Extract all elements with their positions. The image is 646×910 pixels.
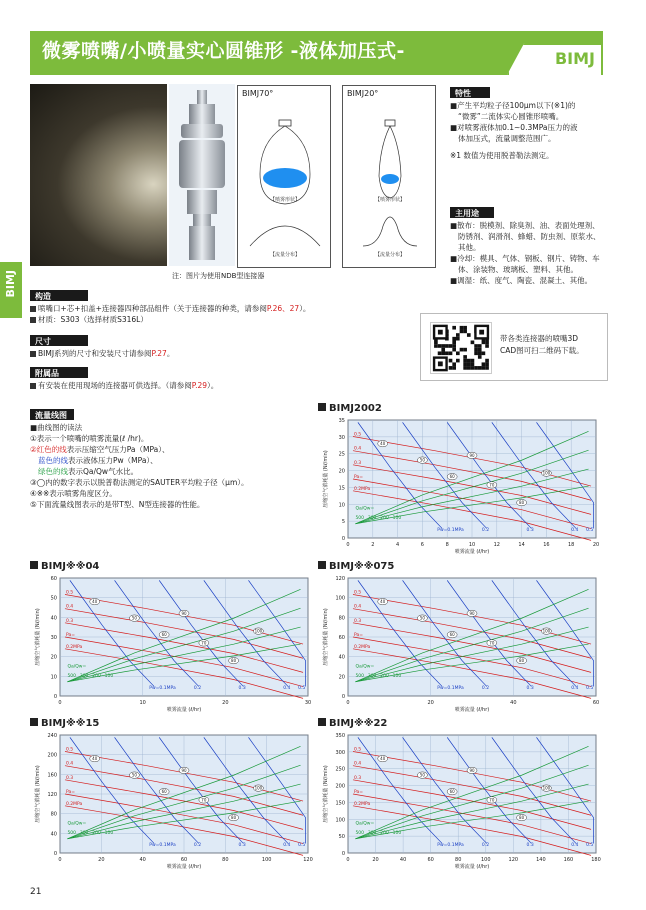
droplet-label: 70 [201,797,207,803]
uses-line: ■调湿：纸、度气、陶瓷、混凝土、其他。 [450,276,593,285]
pattern-label: BIMJ70° [242,89,274,98]
pw-label: 0.4 [283,685,291,691]
qa-label: 100 [392,516,402,522]
droplet-label: 100 [542,470,551,476]
qa-label: 200 [380,674,389,680]
pa-label: Pa= [353,633,364,638]
droplet-label: 40 [380,599,386,605]
construction-line2: 材质：S303（选择材质S316L） [38,315,148,324]
droplet-label: 70 [489,640,495,646]
uses-text [450,220,601,286]
chart-bimj075 [318,573,603,715]
y-tick-label: 80 [338,615,345,622]
pw-label: 0.5 [586,527,594,533]
y-tick-label: 120 [47,792,57,798]
droplet-label: 40 [380,441,386,447]
pattern-box-20 [342,85,436,268]
pa-label: 0.5 [353,590,362,596]
droplet-label: 100 [254,628,263,634]
chart-bimj22 [318,730,603,872]
pa-label: 0.2MPa [65,801,83,807]
x-tick-label: 4 [396,542,400,548]
x-tick-label: 100 [481,857,491,863]
y-tick-label: 0 [341,536,345,542]
x-tick-label: 0 [346,700,350,706]
x-tick-label: 20 [222,700,229,706]
construction-line1: 喷嘴口+芯+扣盖+连接器四种部品组件（关于连接器的种类，请参阅 [38,304,267,313]
pa-label: 0.2MPa [65,644,83,650]
x-tick-label: 12 [493,542,500,548]
y-tick-label: 100 [335,595,345,602]
x-tick-label: 0 [58,857,62,863]
pa-label: 0.5 [65,747,74,753]
y-tick-label: 0 [53,851,57,857]
x-tick-label: 20 [427,700,434,706]
chart-title: BIMJ※※22 [318,718,387,729]
pa-label: 0.5 [353,747,362,753]
chart-title: BIMJ2002 [318,403,382,414]
y-tick-label: 0 [341,694,345,700]
x-tick-label: 0 [58,700,62,706]
qa-label: Qa/Qw= [355,664,375,670]
droplet-label: 50 [131,772,137,778]
droplet-label: 90 [469,452,475,458]
qa-label: Qa/Qw= [67,664,87,670]
pa-label: 0.4 [353,604,362,610]
pa-label: 0.3 [65,775,74,781]
features-line: ※1 数值为使用脱普勒法测定。 [450,151,554,160]
y-axis-label: 压缩空气消耗量 (Nℓ/min) [35,765,41,823]
photo-note: 注：图片为使用NDB型连接器 [172,272,265,280]
pw-label: 0.5 [586,685,594,691]
pw-label: 0.4 [571,842,579,848]
droplet-label: 80 [519,500,525,506]
pw-label: Pw=0.1MPa [149,685,176,691]
y-tick-label: 20 [50,654,57,661]
droplet-label: 60 [449,789,455,795]
droplet-label: 100 [542,785,551,791]
pa-label: 0.2MPa [353,644,371,650]
curve-guide-text: ■曲线图的读法 ①表示一个喷嘴的喷雾流量(ℓ /hr)。 ②红色的线表示压缩空气压力Pa（MPa）、 蓝色的线表示液体压力Pw（MPa）、 绿色的线表示Qa/Qw气水比。 ③◯内的数字表示以脱普勒法测定的SAUTER平均粒子径（μm）。 ④※※表示喷雾角度区分。 ⑤下面流量线图表示的是带T型、N型连接器的性能。 [30,423,249,509]
pw-label: 0.4 [571,685,579,691]
chart-title: BIMJ※※075 [318,561,394,572]
droplet-label: 70 [489,482,495,488]
pa-label: Pa= [353,790,364,795]
chart-title: BIMJ※※15 [30,718,99,729]
droplet-label: 40 [92,756,98,762]
chart-bimj2002 [318,415,603,557]
uses-line: 防锈剂、润滑剂、蜂蜡、防虫剂、原浆水、 [458,232,601,241]
droplet-label: 50 [419,772,425,778]
qa-label: Qa/Qw= [67,821,87,827]
x-tick-label: 20 [372,857,379,863]
accessories-text: 有安装在使用现场的连接器可供选择。（请参阅P.29）。 [30,380,218,391]
qa-label: 200 [380,831,389,837]
droplet-label: 80 [519,815,525,821]
qa-label: 200 [92,674,101,680]
qr-text: 带各类连接器的喷嘴3D CAD图可扫二维码下载。 [500,334,584,355]
x-tick-label: 16 [543,542,550,548]
y-tick-label: 100 [335,817,345,824]
construction-title: 构造 [30,290,88,301]
x-tick-label: 20 [98,857,105,863]
y-tick-label: 40 [338,654,345,661]
x-axis-label: 喷雾流量 (ℓ/hr) [166,864,202,870]
y-tick-label: 40 [50,831,57,838]
pw-label: Pw=0.1MPa [149,842,176,848]
droplet-label: 60 [449,632,455,638]
qa-label: Qa/Qw= [355,506,375,512]
qa-label: 100 [392,674,402,680]
droplet-label: 80 [231,815,237,821]
dist-caption: 【流量分布】 [270,252,301,258]
shape-caption: 【喷雾形状】 [270,197,301,203]
droplet-label: 50 [131,615,137,621]
pw-label: 0.5 [586,842,594,848]
droplet-label: 90 [469,610,475,616]
qa-label: 500 [355,831,365,837]
x-axis-label: 喷雾流量 (ℓ/hr) [454,864,490,870]
page-title: 微雾喷嘴/小喷量实心圆锥形 -液体加压式- [42,40,405,62]
droplet-label: 100 [542,628,551,634]
x-axis-label: 喷雾流量 (ℓ/hr) [454,707,490,713]
pw-label: Pw=0.1MPa [437,842,464,848]
pa-label: 0.4 [353,446,362,452]
pa-label: 0.4 [65,761,74,767]
pa-label: 0.2MPa [353,486,371,492]
curve-guide-title: 流量线图 [30,409,74,420]
droplet-label: 90 [469,767,475,773]
y-tick-label: 10 [338,502,345,509]
features-line: “微雾”二流体实心圆锥形喷嘴。 [458,112,564,121]
pattern-box-70 [237,85,331,268]
droplet-label: 100 [254,785,263,791]
side-tab-label: BIMJ [4,270,17,298]
x-tick-label: 18 [568,542,575,548]
pw-label: 0.3 [238,842,246,848]
qa-label: 300 [367,831,377,837]
y-tick-label: 20 [338,674,345,681]
pa-label: Pa= [353,475,364,480]
x-tick-label: 120 [508,857,519,863]
qa-label: 100 [104,674,114,680]
features-text [450,100,577,161]
pw-label: 0.4 [283,842,291,848]
droplet-label: 90 [181,767,187,773]
pa-label: 0.3 [65,618,74,624]
uses-title: 主用途 [450,207,494,218]
pw-label: 0.2 [193,842,202,848]
page-header [30,31,603,75]
features-line: ■对喷雾液体加0.1~0.3MPa压力的液 [450,123,578,132]
droplet-label: 50 [419,615,425,621]
dist-caption: 【流量分布】 [375,252,406,258]
pa-label: 0.2MPa [353,801,371,807]
pa-label: 0.4 [65,604,74,610]
y-tick-label: 300 [335,749,345,756]
y-tick-label: 160 [47,772,57,779]
pw-label: 0.2 [481,685,490,691]
y-tick-label: 20 [338,468,345,475]
qa-label: 100 [392,831,402,837]
mist-photo [30,84,167,266]
features-title: 特性 [450,87,490,98]
x-tick-label: 6 [420,542,424,548]
qa-label: 300 [367,674,377,680]
x-tick-label: 10 [468,542,476,548]
x-tick-label: 2 [371,542,375,548]
pw-label: 0.3 [526,527,534,533]
y-tick-label: 50 [50,595,57,602]
x-axis-label: 喷雾流量 (ℓ/hr) [454,549,490,555]
droplet-label: 90 [181,610,187,616]
dimensions-title: 尺寸 [30,335,88,346]
x-tick-label: 40 [510,700,517,706]
nozzle-photo [169,84,235,266]
chart-bimj15 [30,730,315,872]
y-tick-label: 60 [338,635,345,641]
qa-label: 200 [92,831,101,837]
droplet-label: 80 [519,658,525,664]
accessories-link[interactable]: P.29 [191,381,208,390]
droplet-label: 60 [161,632,167,638]
qa-label: 300 [367,516,377,522]
pw-label: 0.4 [571,527,579,533]
page-number: 21 [30,887,42,897]
x-tick-label: 10 [139,700,146,706]
x-tick-label: 14 [518,542,525,548]
droplet-label: 80 [231,658,237,664]
features-line: 体加压式，流量调整范围广。 [458,134,556,143]
y-tick-label: 200 [47,752,57,759]
y-tick-label: 350 [335,733,345,739]
y-axis-label: 压缩空气消耗量 (Nℓ/min) [323,450,329,508]
side-tab [0,262,22,318]
pw-label: 0.2 [481,842,490,848]
pattern-label: BIMJ20° [347,89,379,98]
pw-label: 0.3 [526,685,534,691]
y-tick-label: 60 [50,576,57,582]
y-axis-label: 压缩空气消耗量 (Nℓ/min) [323,765,329,823]
pw-label: 0.5 [298,842,306,848]
pa-label: 0.5 [353,432,362,438]
chart-bimj04 [30,573,315,715]
qa-label: 500 [355,674,365,680]
x-axis-label: 喷雾流量 (ℓ/hr) [166,707,202,713]
droplet-label: 50 [419,457,425,463]
spray-diagram-20 [343,86,437,269]
features-line: ■产生平均粒子径100μm以下(※1)的 [450,101,576,110]
y-tick-label: 30 [50,635,57,641]
uses-line: ■散布：脱模剂、除臭剂、油、表面处理剂、 [450,221,600,230]
x-tick-label: 180 [591,857,601,863]
y-tick-label: 15 [338,485,345,492]
chart-title: BIMJ※※04 [30,561,99,572]
pw-label: Pw=0.1MPa [437,527,464,533]
shape-caption: 【喷雾形状】 [375,197,406,203]
qa-label: 300 [79,831,89,837]
qa-label: 300 [79,674,89,680]
y-tick-label: 150 [335,800,345,807]
y-tick-label: 240 [47,733,57,739]
x-tick-label: 120 [303,857,313,863]
droplet-label: 40 [380,756,386,762]
droplet-label: 60 [161,789,167,795]
y-tick-label: 10 [50,674,57,681]
x-tick-label: 60 [427,857,434,863]
droplet-label: 70 [201,640,207,646]
x-tick-label: 80 [455,857,462,863]
spray-diagram-70 [238,86,332,269]
pa-label: 0.3 [353,460,362,466]
dimensions-link[interactable]: P.27 [151,349,167,358]
x-tick-label: 0 [346,857,350,863]
construction-link[interactable]: P.26、27 [266,304,300,313]
accessories-title: 附属品 [30,367,88,378]
x-tick-label: 140 [536,857,546,863]
uses-line: 其他。 [458,243,481,252]
y-tick-label: 40 [50,615,57,622]
y-tick-label: 50 [338,834,345,841]
qa-label: 100 [104,831,114,837]
pw-label: Pw=0.1MPa [437,685,464,691]
y-tick-label: 35 [338,418,345,424]
qa-label: Qa/Qw= [355,821,375,827]
qa-label: 500 [67,831,77,837]
product-code: BIMJ [554,49,595,68]
y-tick-label: 200 [335,783,345,790]
droplet-label: 40 [92,599,98,605]
y-tick-label: 0 [53,694,57,700]
qa-label: 500 [67,674,77,680]
pa-label: Pa= [65,633,76,638]
x-tick-label: 30 [304,700,312,706]
x-tick-label: 160 [563,857,574,863]
x-tick-label: 40 [399,857,407,863]
pw-label: 0.3 [238,685,246,691]
y-tick-label: 30 [338,434,345,441]
y-tick-label: 250 [335,766,345,773]
x-tick-label: 20 [592,542,600,548]
y-tick-label: 25 [338,451,345,458]
x-tick-label: 60 [180,857,188,863]
pa-label: 0.4 [353,761,362,767]
pw-label: 0.3 [526,842,534,848]
x-tick-label: 40 [139,857,146,863]
x-tick-label: 8 [445,542,449,548]
pa-label: 0.3 [353,618,362,624]
pa-label: 0.3 [353,775,362,781]
qa-label: 200 [380,516,389,522]
x-tick-label: 0 [346,542,350,548]
droplet-label: 60 [449,474,455,480]
qr-code[interactable] [430,322,492,374]
dimensions-text: BIMJ系列的尺寸和安装尺寸请参阅P.27。 [30,348,174,359]
pa-label: Pa= [65,790,76,795]
uses-line: ■冷却：模具、气体、钢板、钢片、铸物、车 [450,254,600,263]
pw-label: 0.5 [298,685,306,691]
pa-label: 0.5 [65,590,74,596]
droplet-label: 70 [489,797,495,803]
y-tick-label: 80 [50,811,57,818]
y-tick-label: 120 [335,576,345,582]
y-tick-label: 5 [341,519,345,526]
x-tick-label: 100 [261,857,272,863]
y-axis-label: 压缩空气消耗量 (Nℓ/min) [35,608,41,666]
y-axis-label: 压缩空气消耗量 (Nℓ/min) [323,608,329,666]
qa-label: 500 [355,516,365,522]
pw-label: 0.2 [481,527,490,533]
uses-line: 体、涂装物、玻璃板、塑料、其他。 [458,265,578,274]
x-tick-label: 80 [222,857,229,863]
y-tick-label: 0 [341,851,345,857]
x-tick-label: 60 [592,700,600,706]
pw-label: 0.2 [193,685,202,691]
construction-text: 喷嘴口+芯+扣盖+连接器四种部品组件（关于连接器的种类，请参阅P.26、27）。 材质：S303（选择材质S316L） [30,303,310,325]
